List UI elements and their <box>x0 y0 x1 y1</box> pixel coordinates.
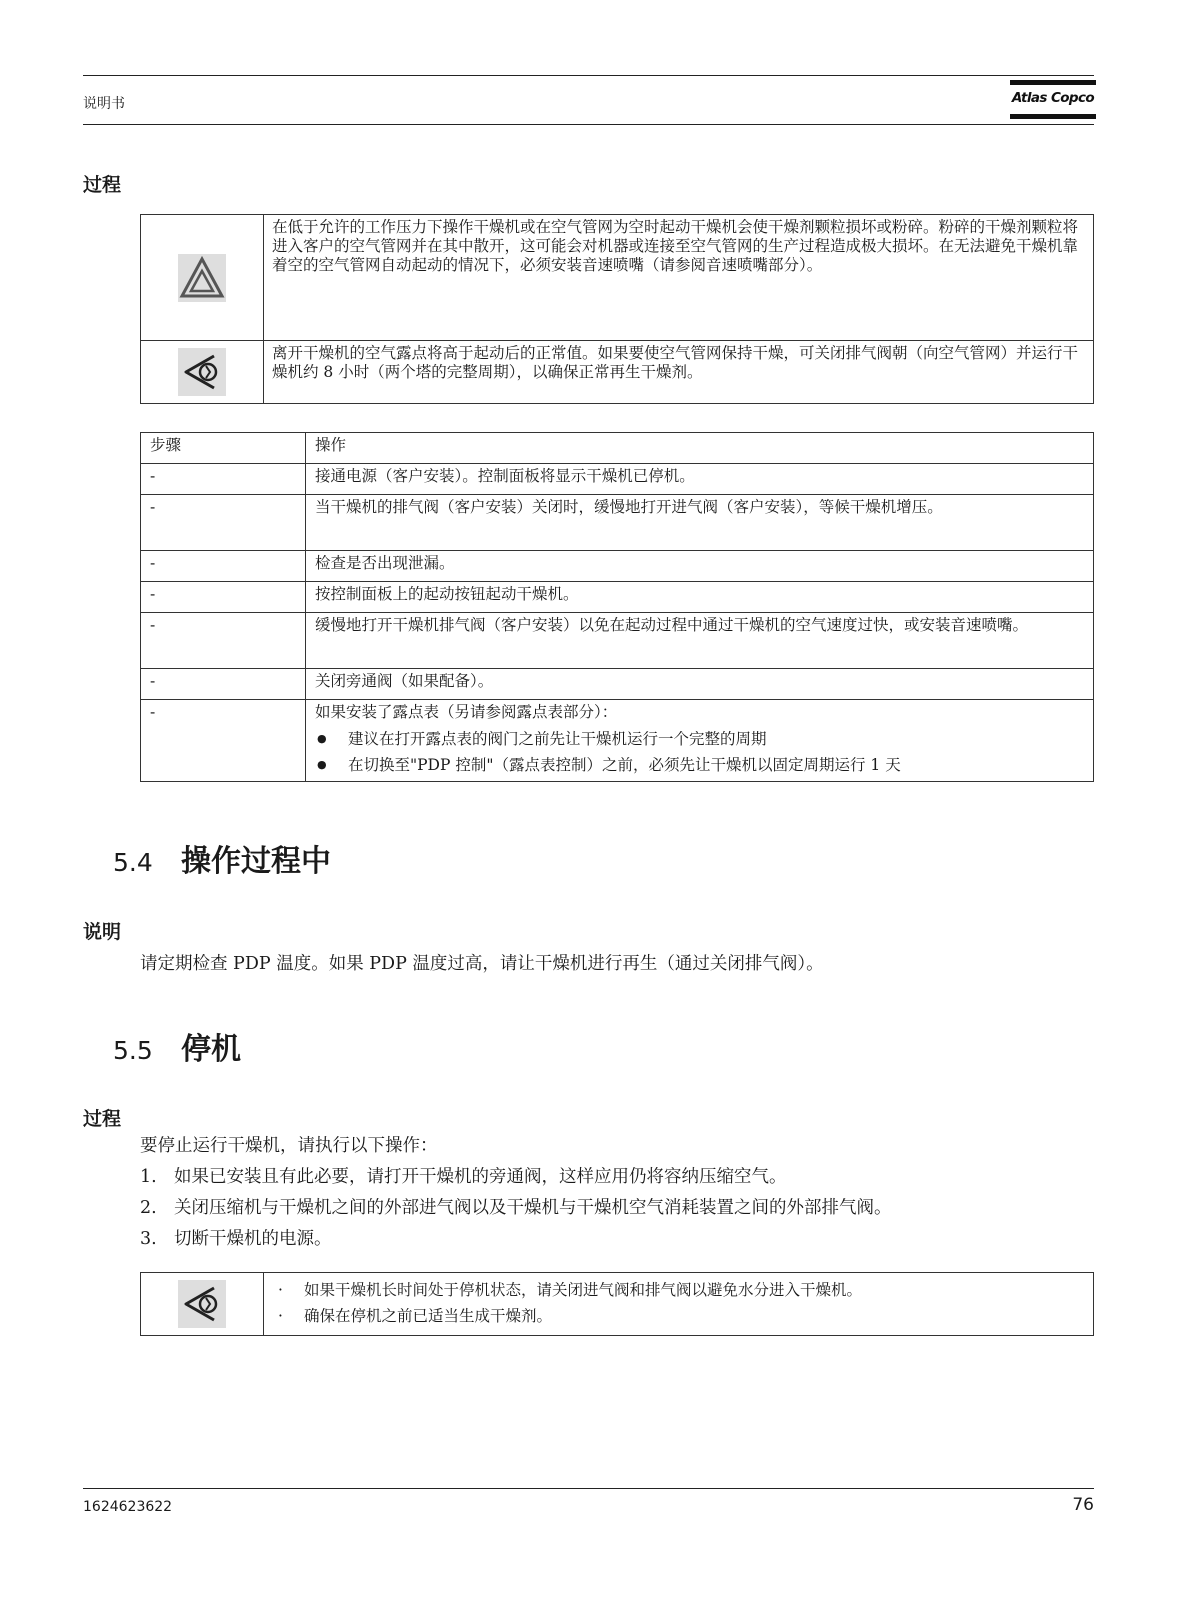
table-row <box>141 613 1094 669</box>
warning-notice-text: 在低于允许的工作压力下操作干燥机或在空气管网为空时起动干燥机会使干燥剂颗粒损坏或粉碎。粉碎的干燥剂颗粒将进入客户的空气管网并在其中散开，这可能会对机器或连接至空气管网的生产过程造成极大损坏。在无法避免干燥机靠着空的空气管网自动起动的情况下，必须安装音速喷嘴（请参阅音速喷嘴部分）。 <box>264 215 1094 341</box>
step-cell: - <box>141 495 306 551</box>
shutdown-procedure <box>140 1131 892 1255</box>
section-title: 操作过程中 <box>181 844 331 879</box>
note-text: 确保在停机之前已适当生成干燥剂。 <box>304 1307 553 1325</box>
action-cell: 按控制面板上的起动按钮起动干燥机。 <box>306 582 1094 613</box>
notice-table <box>140 214 1094 404</box>
bullet-mark: · <box>278 1307 283 1325</box>
header-rule-top <box>83 75 1094 76</box>
warning-triangle-icon <box>178 254 226 302</box>
procedure-heading: 过程 <box>83 174 122 196</box>
shutdown-notes-list <box>272 1277 1085 1329</box>
table-row <box>141 669 1094 700</box>
list-item: ● 在切换至"PDP 控制"（露点表控制）之前，必须先让干燥机以固定周期运行 1 天 <box>315 752 1084 778</box>
procedure-heading: 过程 <box>83 1108 122 1130</box>
step-number: 1. <box>140 1167 157 1187</box>
header-rule-bottom <box>83 124 1094 125</box>
list-item: ● 建议在打开露点表的阀门之前先让干燥机运行一个完整的周期 <box>315 726 1084 752</box>
description-heading: 说明 <box>83 921 122 943</box>
table-row <box>141 495 1094 551</box>
list-item <box>140 1162 892 1193</box>
attention-notice-row <box>141 341 1094 404</box>
step-cell: - <box>141 700 306 782</box>
table-row <box>141 464 1094 495</box>
step-text: 关闭压缩机与干燥机之间的外部进气阀以及干燥机与干燥机空气消耗装置之间的外部排气阀。 <box>174 1198 892 1218</box>
page-number: 76 <box>1072 1495 1094 1515</box>
list-item <box>272 1277 1085 1303</box>
shutdown-steps-list <box>140 1162 892 1255</box>
dewpoint-bullet-list <box>315 726 1084 778</box>
description-text: 请定期检查 PDP 温度。如果 PDP 温度过高，请让干燥机进行再生（通过关闭排气阀）。 <box>140 954 824 974</box>
procedure-intro: 要停止运行干燥机，请执行以下操作： <box>140 1136 438 1156</box>
action-cell: 当干燥机的排气阀（客户安装）关闭时，缓慢地打开进气阀（客户安装），等候干燥机增压。 <box>306 495 1094 551</box>
step-cell: - <box>141 582 306 613</box>
list-item <box>272 1303 1085 1329</box>
steps-header-row <box>141 433 1094 464</box>
warning-icon-cell <box>141 215 264 341</box>
section-number: 5.5 <box>113 1036 153 1065</box>
note-text: 如果干燥机长时间处于停机状态，请关闭进气阀和排气阀以避免水分进入干燥机。 <box>304 1281 863 1299</box>
bullet-mark: · <box>278 1281 283 1299</box>
step-cell: - <box>141 551 306 582</box>
footer-rule <box>83 1488 1094 1489</box>
header-label: 说明书 <box>83 96 125 112</box>
table-row <box>141 582 1094 613</box>
logo-text: Atlas Copco <box>1011 90 1095 106</box>
attention-notice-text: 离开干燥机的空气露点将高于起动后的正常值。如果要使空气管网保持干燥，可关闭排气阀朝（向空气管网）并运行干燥机约 8 小时（两个塔的完整周期），以确保正常再生干燥剂。 <box>264 341 1094 404</box>
column-header-action: 操作 <box>306 433 1094 464</box>
action-cell-text: 如果安装了露点表（另请参阅露点表部分）： <box>315 703 618 721</box>
action-cell: 检查是否出现泄漏。 <box>306 551 1094 582</box>
action-cell: 关闭旁通阀（如果配备）。 <box>306 669 1094 700</box>
attention-eye-icon <box>178 348 226 396</box>
attention-icon-cell <box>141 341 264 404</box>
action-cell: 缓慢地打开干燥机排气阀（客户安装）以免在起动过程中通过干燥机的空气速度过快，或安装音速喷嘴。 <box>306 613 1094 669</box>
atlas-copco-logo <box>1010 78 1096 126</box>
section-title: 停机 <box>181 1032 241 1067</box>
action-cell: 接通电源（客户安装）。控制面板将显示干燥机已停机。 <box>306 464 1094 495</box>
action-cell <box>306 700 1094 782</box>
step-cell: - <box>141 464 306 495</box>
document-number: 1624623622 <box>83 1499 173 1515</box>
attention-notice-row <box>141 1273 1094 1336</box>
section-number: 5.4 <box>113 848 153 877</box>
step-number: 3. <box>140 1229 157 1249</box>
section-heading-5-5 <box>113 1024 241 1068</box>
step-text: 如果已安装且有此必要，请打开干燥机的旁通阀，这样应用仍将容纳压缩空气。 <box>174 1167 787 1187</box>
shutdown-notice-text <box>264 1273 1094 1336</box>
step-number: 2. <box>140 1198 157 1218</box>
attention-eye-icon <box>178 1280 226 1328</box>
column-header-step: 步骤 <box>141 433 306 464</box>
section-heading-5-4 <box>113 836 331 880</box>
list-item <box>140 1193 892 1224</box>
table-row <box>141 700 1094 782</box>
table-row <box>141 551 1094 582</box>
step-cell: - <box>141 613 306 669</box>
attention-icon-cell <box>141 1273 264 1336</box>
step-cell: - <box>141 669 306 700</box>
list-item <box>140 1224 892 1255</box>
steps-table <box>140 432 1094 782</box>
warning-notice-row <box>141 215 1094 341</box>
step-text: 切断干燥机的电源。 <box>174 1229 332 1249</box>
shutdown-notice-table <box>140 1272 1094 1336</box>
